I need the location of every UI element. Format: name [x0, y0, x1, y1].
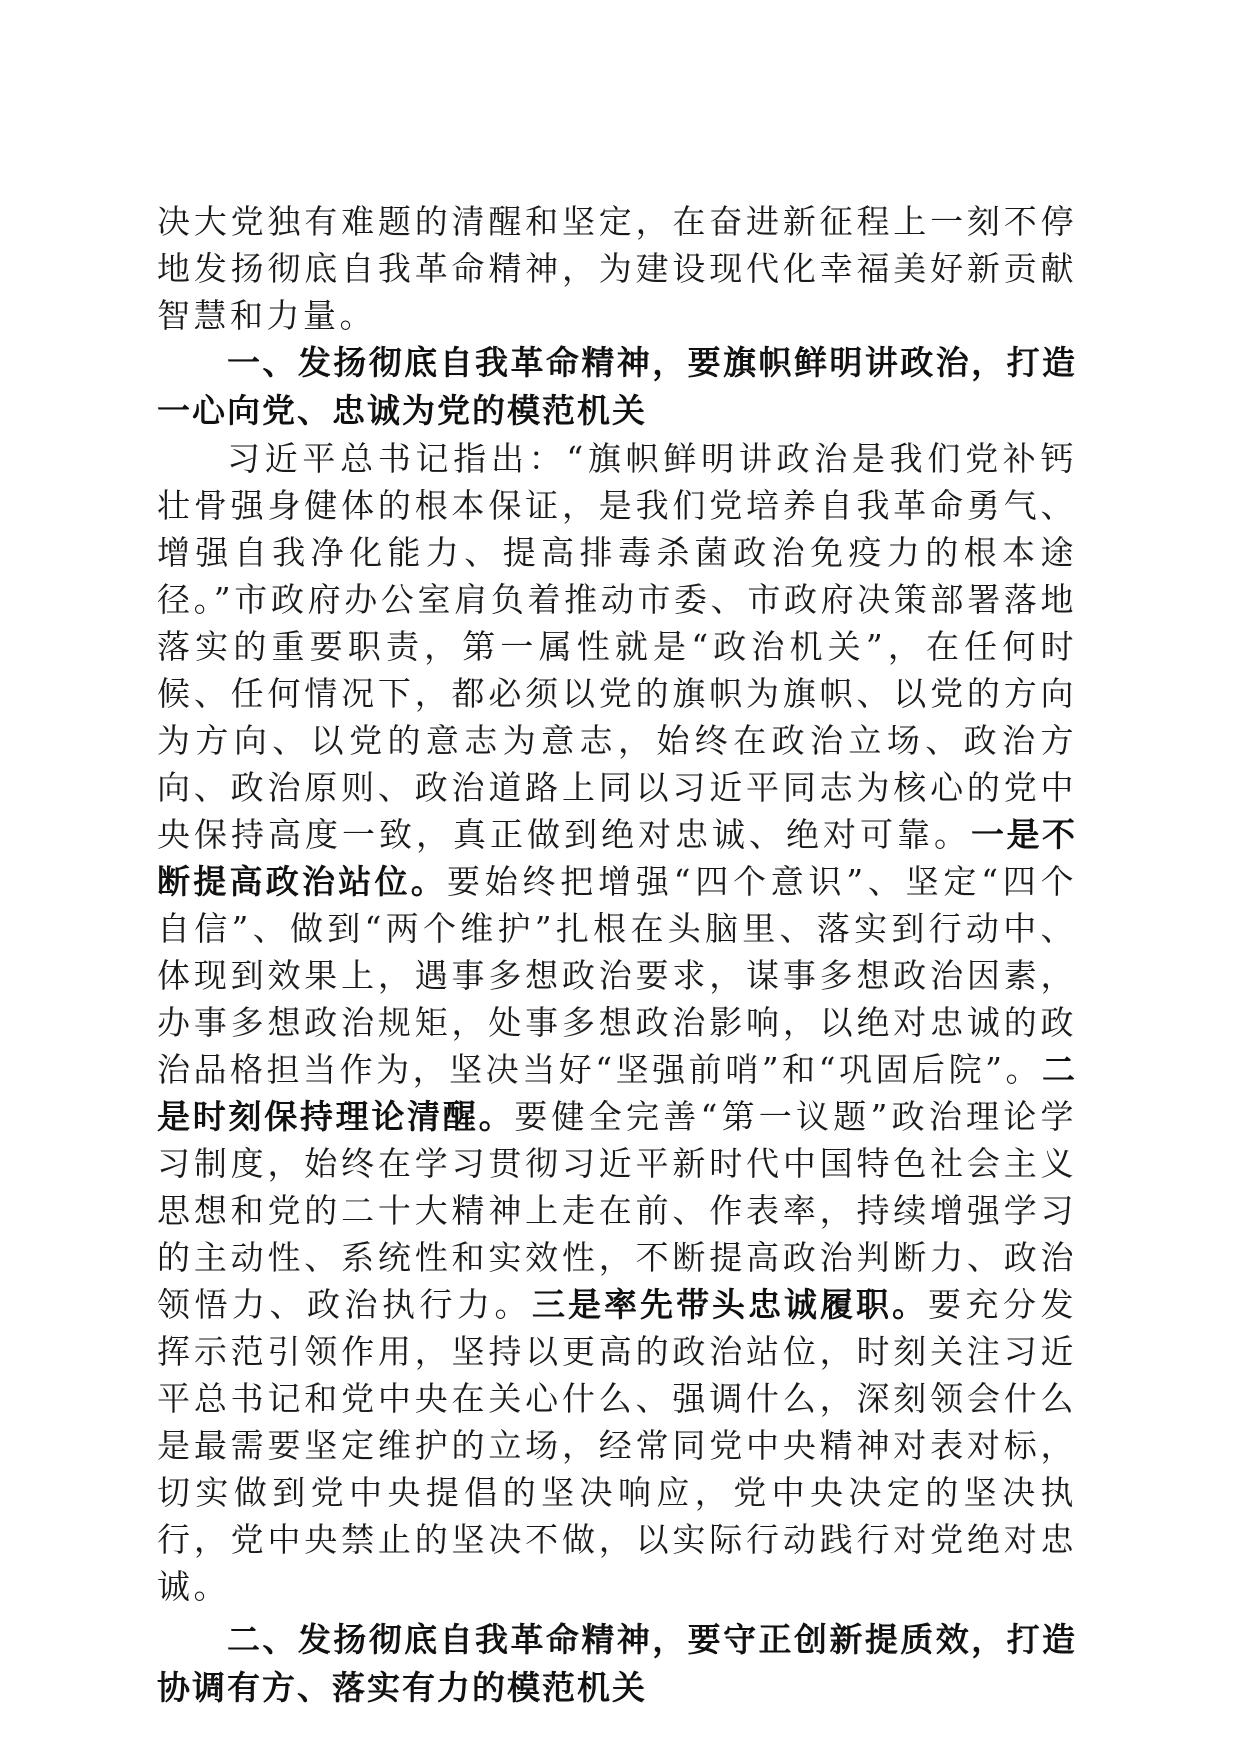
continued-paragraph: 决大党独有难题的清醒和坚定，在奋进新征程上一刻不停地发扬彻底自我革命精神，为建设现代化幸福美好新贡献智慧和力量。 — [157, 202, 1077, 335]
body-text-b: 要始终把增强“四个意识”、坚定“四个自信”、做到“两个维护”扎根在头脑里、落实到行动中、体现到效果上，遇事多想政治要求，谋事多想政治因素，办事多想政治规矩，处事多想政治影响，以绝对忠诚的政治品格担当作为，坚决当好“坚强前哨”和“巩固后院”。 — [157, 862, 1077, 1089]
body-text-a: 习近平总书记指出：“旗帜鲜明讲政治是我们党补钙壮骨强身健体的根本保证，是我们党培养自我革命勇气、增强自我净化能力、提高排毒杀菌政治免疫力的根本途径。”市政府办公室肩负着推动市委、市政府决策部署落地落实的重要职责，第一属性就是“政治机关”，在任何时候、任何情况下，都必须以党的旗帜为旗帜、以党的方向为方向、以党的意志为意志，始终在政治立场、政治方向、政治原则、政治道路上同以习近平同志为核心的党中央保持高度一致，真正做到绝对忠诚、绝对可靠。 — [157, 439, 1077, 854]
lead-point-3: 三是率先带头忠诚履职。 — [532, 1285, 928, 1324]
body-text-d: 要充分发挥示范引领作用，坚持以更高的政治站位，时刻关注习近平总书记和党中央在关心什么、强调什么，深刻领会什么是最需要坚定维护的立场，经常同党中央精神对表对标，切实做到党中央提倡的坚决响应，党中央决定的坚决执行，党中央禁止的坚决不做，以实际行动践行对党绝对忠诚。 — [157, 1285, 1077, 1606]
lead-point-1: 一是不断提高政治站位。 — [157, 815, 1077, 901]
lead-point-2: 二是时刻保持理论清醒。 — [157, 1050, 1077, 1136]
document-body — [157, 198, 1077, 1712]
section-heading-1: 一、发扬彻底自我革命精神，要旗帜鲜明讲政治，打造一心向党、忠诚为党的模范机关 — [157, 343, 1077, 430]
body-text-c: 要健全完善“第一议题”政治理论学习制度，始终在学习贯彻习近平新时代中国特色社会主义思想和党的二十大精神上走在前、作表率，持续增强学习的主动性、系统性和实效性，不断提高政治判断力、政治领悟力、政治执行力。 — [157, 1097, 1078, 1324]
section-body-1 — [157, 435, 1077, 1610]
section-heading-2: 二、发扬彻底自我革命精神，要守正创新提质效，打造协调有方、落实有力的模范机关 — [157, 1620, 1077, 1707]
